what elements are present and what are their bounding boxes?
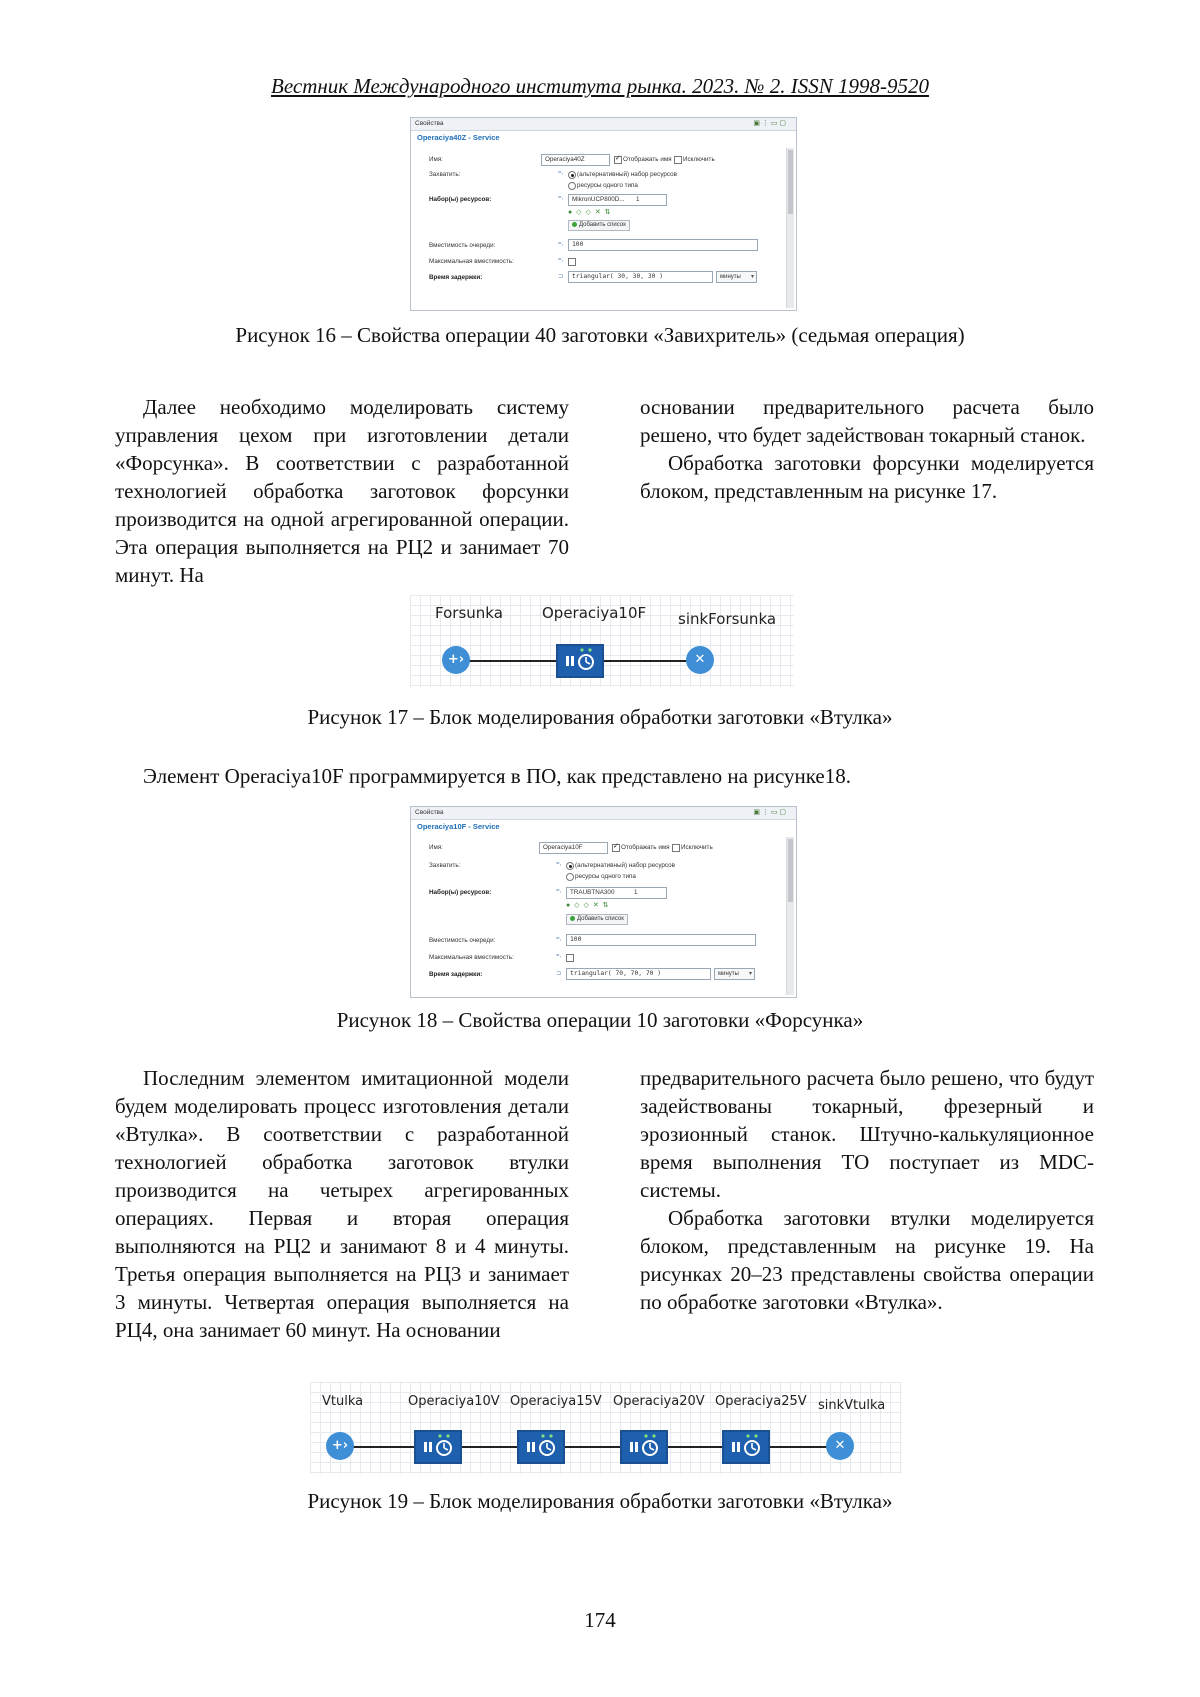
resource-set-count: 1 [631,887,667,899]
panel-title: Operaciya10F - Service [417,822,500,831]
exclude-checkbox [672,844,680,852]
service-block-icon [556,644,604,678]
capture-radio-set [568,171,576,179]
paragraph-text: предварительного расчета было решено, что будут задействованы токарный, фрезерный и эрозионный станок. Штучно-калькуляционное время выполнения ТО поступает из MDC-системы. [640,1066,1094,1202]
paragraph-right-1 [640,393,1094,505]
delay-time-label: Время задержки: [429,274,483,281]
figure-16-properties-panel [410,117,797,311]
panel-toolbar-icons: ▣ ⋮ ▭ ▢ [753,120,786,127]
dynamic-param-icon: ⊐ [558,274,564,280]
show-name-checkbox [612,844,620,852]
service-label: Operaciya10F [542,604,647,622]
source-block-icon: +› [442,646,470,674]
static-param-icon: =, [556,861,562,867]
panel-title: Operaciya40Z - Service [417,133,500,142]
exclude-label: Исключить [681,844,713,851]
figure-19-caption: Рисунок 19 – Блок моделирования обработки заготовки «Втулка» [307,1489,893,1513]
paragraph-right-3 [640,1064,1094,1316]
static-param-icon: =, [556,888,562,894]
max-capacity-label: Максимальная вместимость: [429,258,514,265]
add-list-button: Добавить список [566,914,628,925]
name-label: Имя: [429,156,444,163]
static-param-icon: =, [558,241,564,247]
queue-capacity-input: 100 [566,934,756,946]
capture-label: Захватить: [429,862,461,869]
figure-18-caption: Рисунок 18 – Свойства операции 10 заготовки «Форсунка» [336,1008,864,1032]
connector-line [458,660,558,662]
capture-label: Захватить: [429,171,461,178]
max-capacity-label: Максимальная вместимость: [429,954,514,961]
max-capacity-checkbox [566,954,574,962]
delay-time-input: triangular( 30, 30, 30 ) [568,271,713,283]
figure-19-process-diagram [310,1382,902,1474]
journal-header: Вестник Международного института рынка. 2023. № 2. ISSN 1998-9520 [271,74,929,98]
service-block-icon [517,1430,565,1464]
resource-set-value: TRAUBTNA300 [566,887,633,899]
service-block-icon [620,1430,668,1464]
source-label: Forsunka [435,604,503,622]
sink-block-icon: ✕ [826,1432,854,1460]
static-param-icon: =, [558,195,564,201]
figure-17-caption: Рисунок 17 – Блок моделирования обработки заготовки «Втулка» [307,705,893,729]
paragraph-left-3 [115,1064,569,1344]
capture-radio-type [568,182,576,190]
static-param-icon: =, [556,953,562,959]
paragraph-text: Далее необходимо моделировать систему управления цехом при изготовлении детали «Форсунка». В соответствии с разработанной технологией обработка заготовок форсунки производится на одной агрегированной операции. Эта операция выполняется на РЦ2 и занимает 70 минут. На [115,395,569,587]
add-list-button: Добавить список [568,220,630,231]
capture-option-2: ресурсы одного типа [575,873,636,880]
name-input: Operaciya40Z [541,154,610,166]
resource-set-value: MikronUCP800D... [568,194,635,206]
source-block-icon: +› [326,1432,354,1460]
max-capacity-checkbox [568,258,576,266]
dynamic-param-icon: ⊐ [556,971,562,977]
delay-unit-select: минуты ▾ [716,271,757,283]
queue-capacity-label: Вместимость очереди: [429,937,496,944]
capture-radio-type [566,873,574,881]
paragraph-2 [143,762,1093,790]
source-label: Vtulka [322,1394,364,1409]
sink-label: sinkVtulka [818,1398,886,1413]
properties-tab: Свойства ▣ ⋮ ▭ ▢ [411,118,796,131]
show-name-label: Отображать имя [621,844,670,851]
sink-block-icon: ✕ [686,646,714,674]
static-param-icon: =, [558,257,564,263]
show-name-label: Отображать имя [623,156,672,163]
static-param-icon: =, [558,170,564,176]
figure-18-properties-panel [410,806,797,998]
static-param-icon: =, [556,936,562,942]
resources-label: Набор(ы) ресурсов: [429,196,492,203]
service-label: Operaciya15V [510,1394,602,1409]
service-label: Operaciya10V [408,1394,500,1409]
resource-list-tools-icons: ● ◇ ◇ ✕ ⇅ [568,209,612,216]
paragraph-text: Элемент Operaciya10F программируется в ПО, как представлено на рисунке18. [143,764,851,788]
capture-radio-set [566,862,574,870]
paragraph-text: Последним элементом имитационной модели будем моделировать процесс изготовления детали «Втулка». В соответствии с разработанной технологией обработка заготовок втулки производится на четырех агрегированных операциях. Первая и вторая операция выполняются на РЦ2 и занимают 8 и 4 минуты. Третья операция выполняется на РЦ3 и занимает 3 минуты. Четвертая операция выполняется на РЦ4, она занимает 60 минут. На основании [115,1066,569,1342]
panel-scrollbar [786,148,794,308]
page-number: 174 [584,1608,616,1632]
exclude-checkbox [674,156,682,164]
paragraph-text: Обработка заготовки втулки моделируется блоком, представленным на рисунке 19. На рисунках 20–23 представлены свойства операции по обработке заготовки «Втулка». [640,1206,1094,1314]
service-label: Operaciya20V [613,1394,705,1409]
sink-label: sinkForsunka [678,610,777,628]
capture-option-1: (альтернативный) набор ресурсов [577,171,677,178]
delay-time-label: Время задержки: [429,971,483,978]
resource-list-tools-icons: ● ◇ ◇ ✕ ⇅ [566,902,610,909]
connector-line [602,660,692,662]
properties-tab: Свойства ▣ ⋮ ▭ ▢ [411,807,796,820]
paragraph-text: основании предварительного расчета было решено, что будет задействован токарный станок. [640,395,1094,447]
resources-label: Набор(ы) ресурсов: [429,889,492,896]
queue-capacity-input: 100 [568,239,758,251]
show-name-checkbox [614,156,622,164]
exclude-label: Исключить [683,156,715,163]
delay-time-input: triangular( 70, 70, 70 ) [566,968,711,980]
delay-unit-select: минуты ▾ [714,968,755,980]
figure-16-caption: Рисунок 16 – Свойства операции 40 заготовки «Завихритель» (седьмая операция) [235,323,965,347]
service-block-icon [722,1430,770,1464]
queue-capacity-label: Вместимость очереди: [429,242,496,249]
name-input: Operaciya10F [539,842,608,854]
name-label: Имя: [429,844,444,851]
capture-option-1: (альтернативный) набор ресурсов [575,862,675,869]
service-block-icon [414,1430,462,1464]
panel-scrollbar [786,837,794,995]
figure-17-process-diagram [410,595,794,687]
paragraph-left-1 [115,393,569,589]
capture-option-2: ресурсы одного типа [577,182,638,189]
paragraph-text: Обработка заготовки форсунки моделируется блоком, представленным на рисунке 17. [640,451,1094,503]
panel-toolbar-icons: ▣ ⋮ ▭ ▢ [753,809,786,816]
resource-set-count: 1 [633,194,667,206]
service-label: Operaciya25V [715,1394,807,1409]
